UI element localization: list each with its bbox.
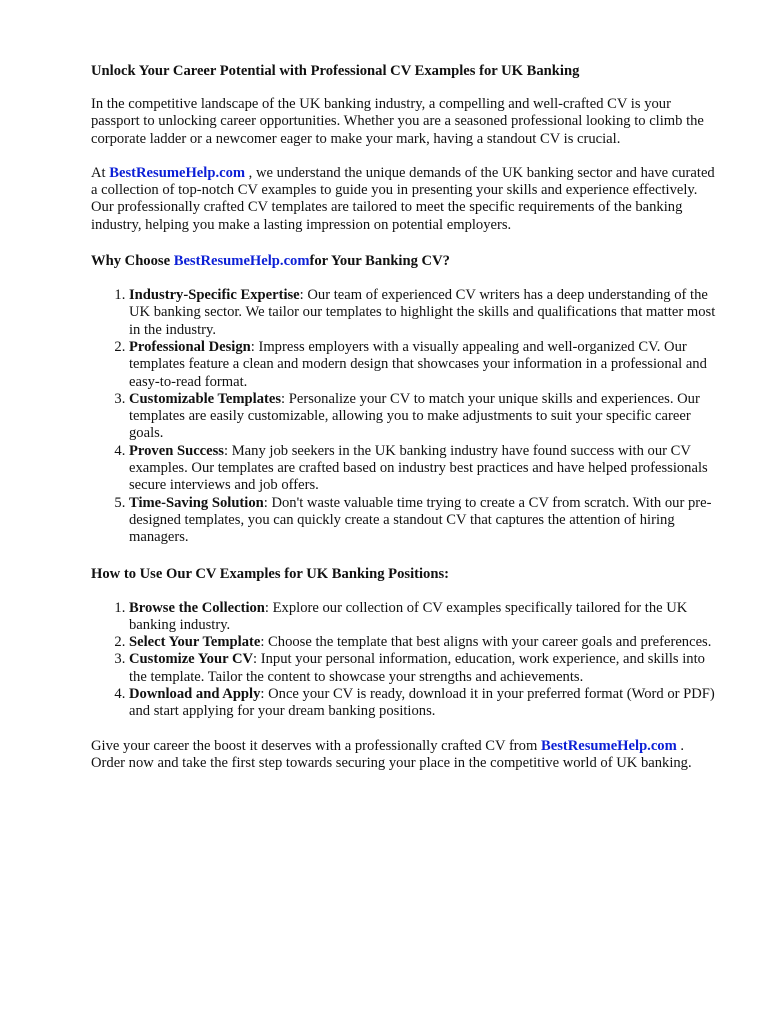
- why-list-item: [129, 443, 721, 495]
- brand-link-closing[interactable]: BestResumeHelp.com: [540, 737, 677, 754]
- document-title: Unlock Your Career Potential with Professional CV Examples for UK Banking: [91, 63, 580, 79]
- how-heading: How to Use Our CV Examples for UK Banking Positions:: [91, 565, 449, 582]
- how-item-term: Customize Your CV: [129, 651, 254, 668]
- why-item-term: Proven Success: [129, 442, 224, 459]
- why-heading: [91, 251, 721, 271]
- about-paragraph: [91, 165, 721, 234]
- brand-link-about[interactable]: BestResumeHelp.com: [109, 164, 246, 181]
- why-item-text: : Don't waste valuable time trying to create a CV from scratch. With our pre-designed templates, you can quickly create a standout CV that captures the attention of hiring managers.: [129, 494, 712, 546]
- about-prefix: At: [91, 164, 110, 181]
- why-list-item: [129, 391, 721, 443]
- why-heading-suffix: for Your Banking CV?: [309, 253, 450, 270]
- closing-suffix: . Order now and take the first step towards securing your place in the competitive world of UK banking.: [91, 737, 692, 771]
- why-list-item: [129, 495, 721, 547]
- why-heading-prefix: Why Choose: [91, 253, 174, 270]
- why-list-item: [129, 339, 721, 391]
- why-item-text: : Our team of experienced CV writers has a deep understanding of the UK banking sector. We tailor our templates to highlight the skills and qualifications that matter most in the industry.: [129, 287, 716, 338]
- how-item-term: Download and Apply: [129, 686, 261, 703]
- how-list: [91, 600, 721, 721]
- brand-link-why[interactable]: BestResumeHelp.com: [173, 253, 310, 270]
- how-item-term: Browse the Collection: [129, 599, 265, 616]
- why-item-term: Time-Saving Solution: [129, 494, 264, 511]
- how-list-item: [129, 600, 721, 635]
- how-item-text: : Choose the template that best aligns with your career goals and preferences.: [260, 634, 712, 651]
- how-list-item: [129, 686, 721, 721]
- how-item-term: Select Your Template: [129, 634, 261, 651]
- closing-prefix: Give your career the boost it deserves with a professionally crafted CV from: [91, 737, 541, 754]
- intro-paragraph: In the competitive landscape of the UK banking industry, a compelling and well-crafted CV is your passport to unlocking career opportunities. Whether you are a seasoned professional looking to climb the corporate ladder or a newcomer eager to make your mark, having a standout CV is crucial.: [91, 96, 704, 147]
- why-list: [91, 287, 721, 546]
- why-item-term: Customizable Templates: [129, 390, 282, 407]
- why-item-text: : Personalize your CV to match your unique skills and experiences. Our templates are easily customizable, allowing you to make adjustments to suit your specific career goals.: [129, 390, 700, 442]
- why-item-text: : Many job seekers in the UK banking industry have found success with our CV examples. Our templates are crafted based on industry best practices and have helped professionals secure interviews and job offers.: [129, 442, 708, 494]
- closing-paragraph: [91, 738, 721, 773]
- how-list-item: [129, 651, 721, 686]
- how-item-text: : Explore our collection of CV examples specifically tailored for the UK banking industry.: [129, 599, 688, 633]
- about-suffix: , we understand the unique demands of the UK banking sector and have curated a collection of top-notch CV examples to guide you in presenting your skills and experience effectively. Our professionally crafted CV templates are tailored to meet the specific requirements of the banking industry, helping you make a lasting impression on potential employers.: [91, 164, 715, 233]
- how-list-item: [129, 634, 721, 651]
- why-item-text: : Impress employers with a visually appealing and well-organized CV. Our templates feature a clean and modern design that showcases your information in a professional and easy-to-read format.: [129, 338, 707, 390]
- why-list-item: [129, 287, 721, 339]
- how-item-text: : Once your CV is ready, download it in your preferred format (Word or PDF) and start applying for your dream banking positions.: [129, 686, 715, 720]
- how-item-text: : Input your personal information, education, work experience, and skills into the template. Tailor the content to showcase your strengths and achievements.: [129, 651, 705, 685]
- why-item-term: Industry-Specific Expertise: [129, 287, 300, 304]
- why-item-term: Professional Design: [129, 338, 251, 355]
- document-page: [91, 61, 721, 789]
